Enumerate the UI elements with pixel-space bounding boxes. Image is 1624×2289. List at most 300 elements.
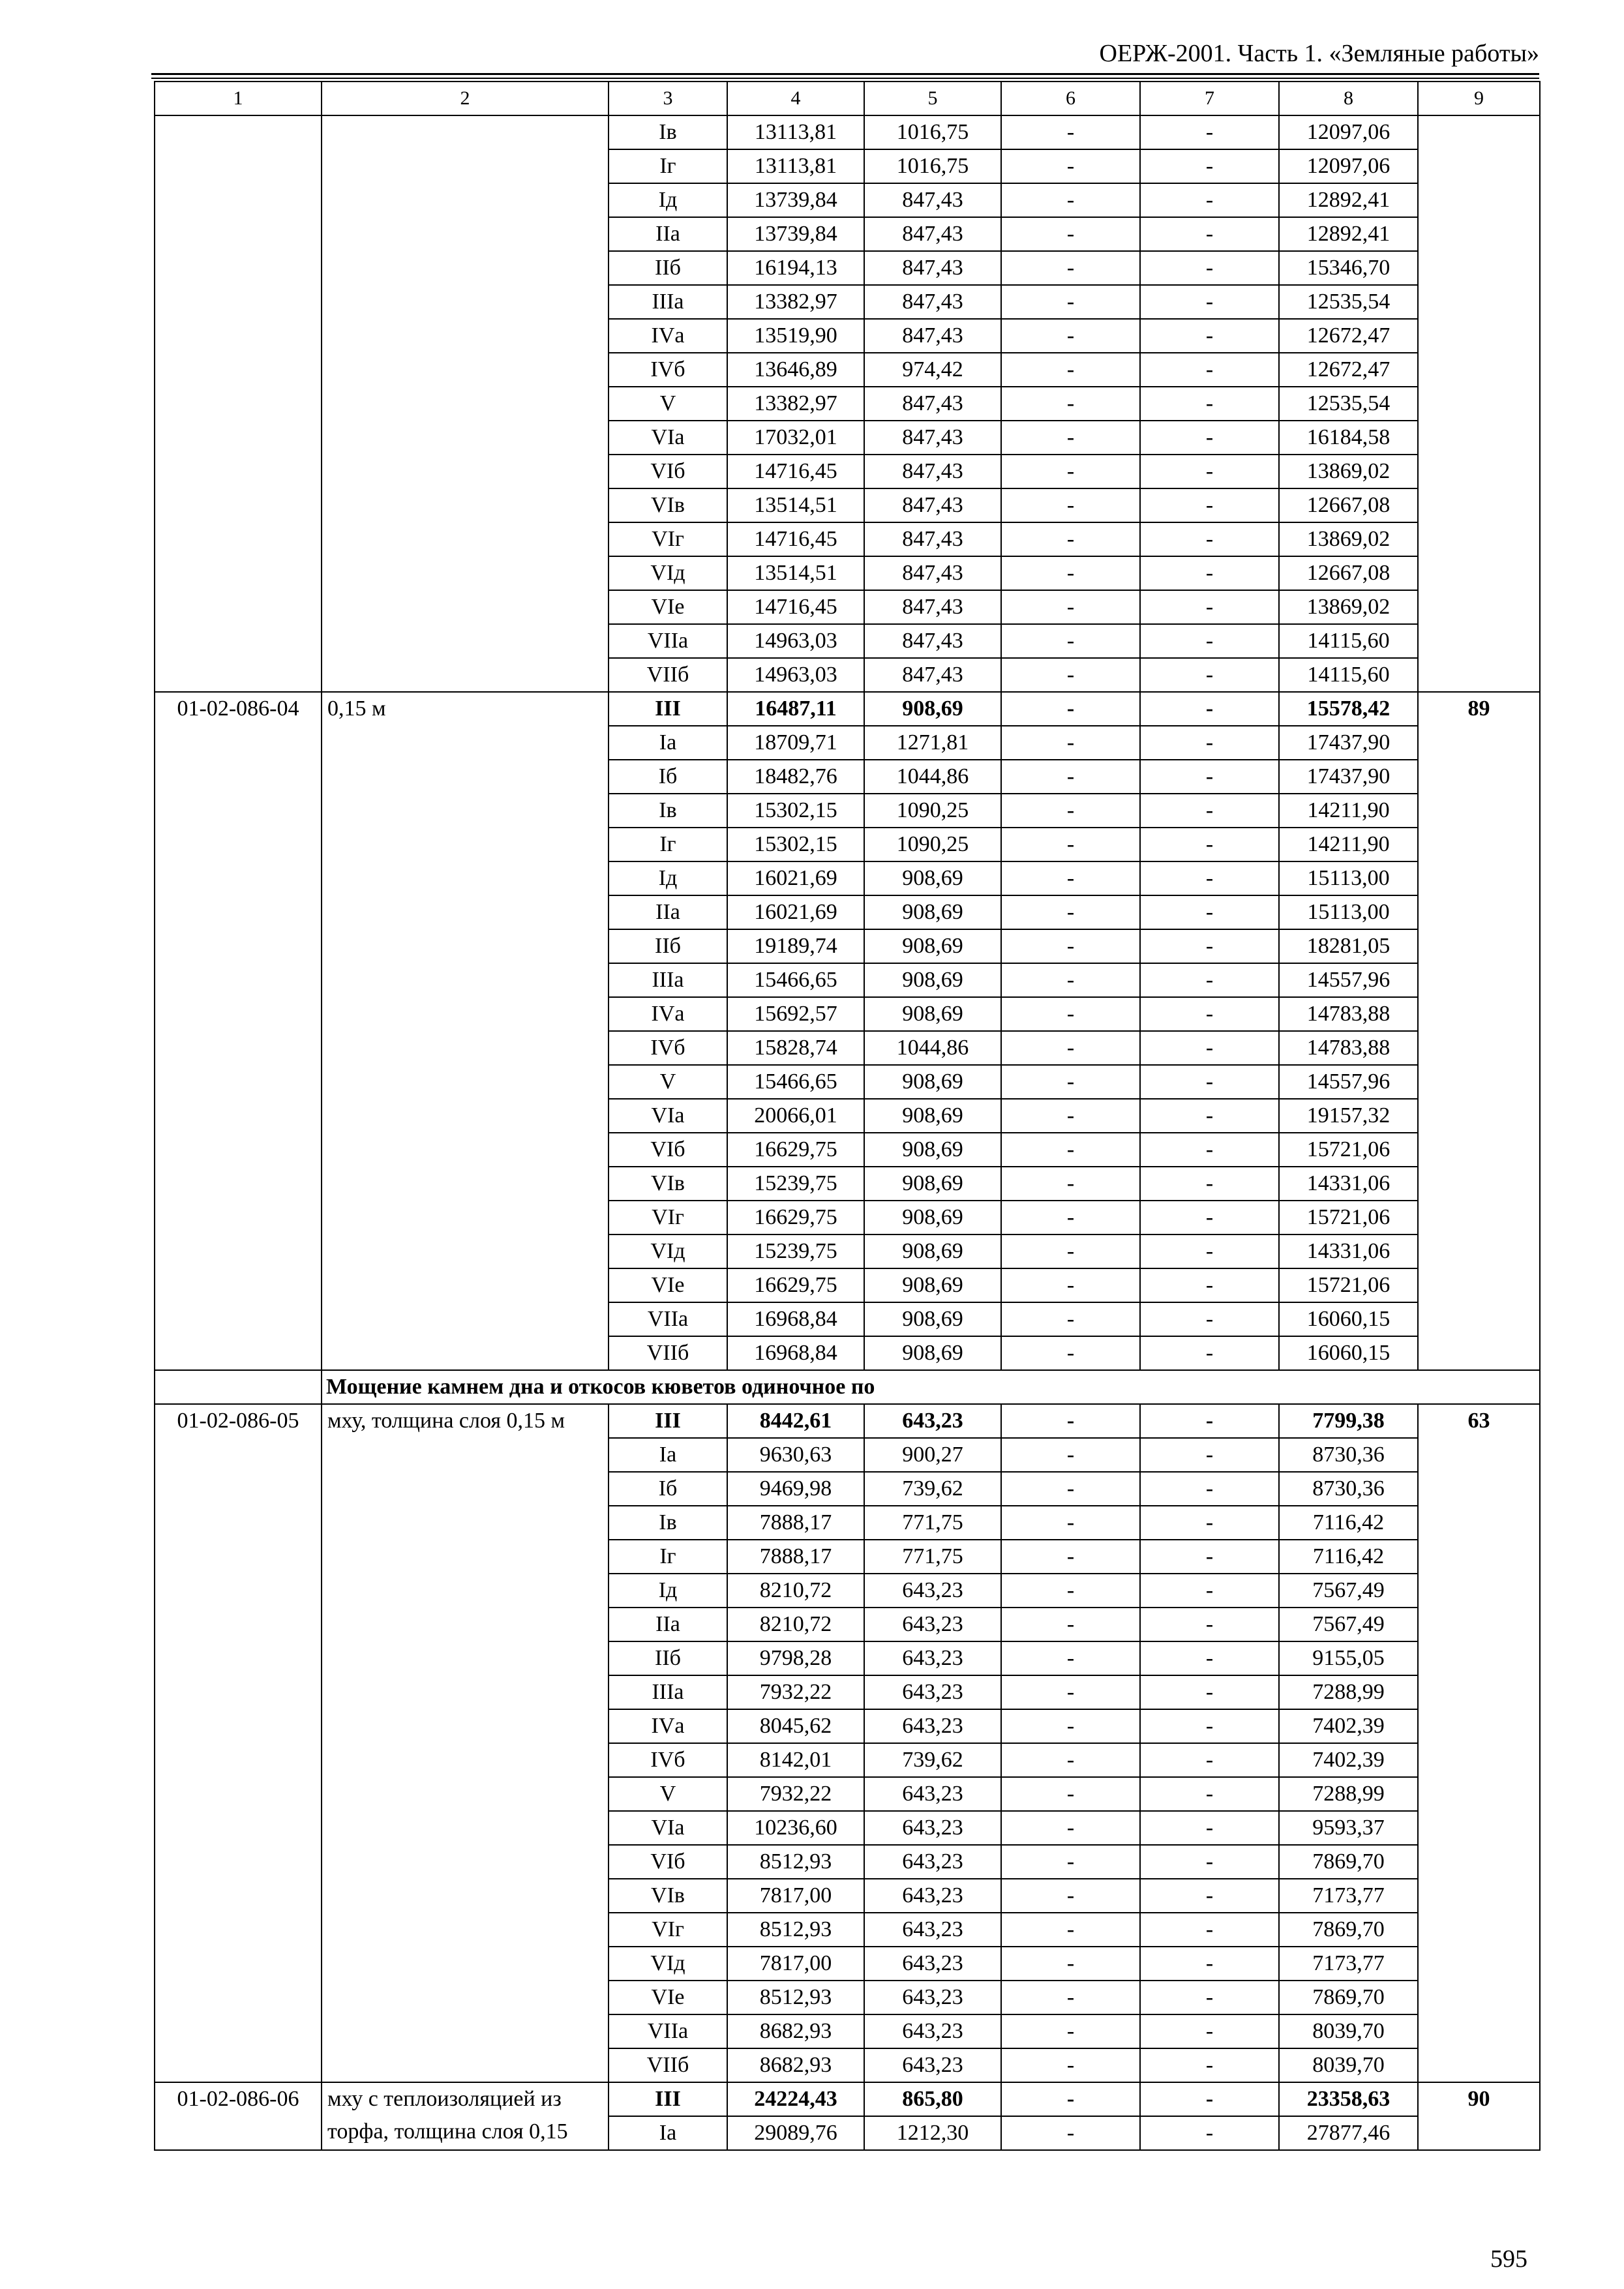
table-cell: VIIа: [609, 624, 727, 658]
table-cell: Iв: [609, 1506, 727, 1540]
table-cell: -: [1001, 251, 1140, 285]
table-cell: 9469,98: [727, 1472, 864, 1506]
table-cell: Iа: [609, 726, 727, 760]
table-cell: 643,23: [864, 1913, 1001, 1947]
table-cell: 8210,72: [727, 1574, 864, 1608]
table-cell: 7932,22: [727, 1675, 864, 1709]
table-cell: -: [1001, 895, 1140, 929]
table-cell: IVа: [609, 1709, 727, 1743]
table-cell: Iб: [609, 1472, 727, 1506]
table-cell: -: [1001, 387, 1140, 421]
table-cell: 7869,70: [1279, 1913, 1418, 1947]
table-cell: 1090,25: [864, 794, 1001, 828]
table-cell: 18281,05: [1279, 929, 1418, 963]
table-cell: -: [1001, 1302, 1140, 1336]
table-cell: -: [1140, 1641, 1279, 1675]
table-cell: -: [1140, 1472, 1279, 1506]
table-cell: 15113,00: [1279, 895, 1418, 929]
table-cell: 908,69: [864, 1099, 1001, 1133]
table-cell: 908,69: [864, 895, 1001, 929]
table-cell: 908,69: [864, 1065, 1001, 1099]
table-cell: 14963,03: [727, 658, 864, 692]
table-cell: 12097,06: [1279, 149, 1418, 183]
table-cell: -: [1001, 285, 1140, 319]
table-cell: 15828,74: [727, 1031, 864, 1065]
column-header-row: [155, 82, 1540, 115]
table-cell: -: [1001, 963, 1140, 997]
table-cell: 908,69: [864, 1133, 1001, 1167]
table-cell: -: [1140, 217, 1279, 251]
table-cell: -: [1001, 2082, 1140, 2116]
table-row: [155, 115, 1540, 149]
header-rule-thin: [151, 78, 1539, 79]
table-cell: 14115,60: [1279, 658, 1418, 692]
table-cell: 847,43: [864, 658, 1001, 692]
table-cell: 7173,77: [1279, 1947, 1418, 1981]
table-cell: VIг: [609, 1201, 727, 1234]
table-cell: -: [1140, 1811, 1279, 1845]
table-cell: -: [1140, 1743, 1279, 1777]
table-cell: 14783,88: [1279, 997, 1418, 1031]
table-cell: -: [1001, 1065, 1140, 1099]
table-cell: -: [1140, 2014, 1279, 2048]
table-cell: -: [1001, 319, 1140, 353]
table-cell: III: [609, 1404, 727, 1438]
table-cell: 16968,84: [727, 1302, 864, 1336]
table-cell: -: [1140, 861, 1279, 895]
table-cell: 8730,36: [1279, 1472, 1418, 1506]
table-cell: 7288,99: [1279, 1777, 1418, 1811]
table-cell: -: [1140, 1167, 1279, 1201]
table-cell: VIв: [609, 1879, 727, 1913]
table-cell: 8730,36: [1279, 1438, 1418, 1472]
table-cell: -: [1001, 760, 1140, 794]
table-cell: -: [1001, 1472, 1140, 1506]
table-cell: 643,23: [864, 1947, 1001, 1981]
table-cell: 16060,15: [1279, 1336, 1418, 1370]
table-cell: -: [1140, 387, 1279, 421]
table-cell: VIв: [609, 1167, 727, 1201]
table-cell: VIв: [609, 488, 727, 522]
table-cell: 1090,25: [864, 828, 1001, 861]
table-cell: IVб: [609, 1743, 727, 1777]
table-cell: 908,69: [864, 1234, 1001, 1268]
table-cell: 15239,75: [727, 1167, 864, 1201]
table-cell: 908,69: [864, 1336, 1001, 1370]
table-cell: Iг: [609, 1540, 727, 1574]
item-code: 01-02-086-04: [155, 692, 322, 1370]
table-cell: 16487,11: [727, 692, 864, 726]
table-cell: 17437,90: [1279, 726, 1418, 760]
column-header: 5: [864, 82, 1001, 115]
table-cell: 13869,02: [1279, 522, 1418, 556]
table-cell: 643,23: [864, 2048, 1001, 2082]
table-cell: -: [1140, 1438, 1279, 1472]
table-cell: -: [1001, 421, 1140, 455]
table-cell: -: [1140, 1947, 1279, 1981]
table-cell: VIб: [609, 1133, 727, 1167]
table-cell: -: [1140, 251, 1279, 285]
table-cell: -: [1140, 183, 1279, 217]
table-cell: IVб: [609, 353, 727, 387]
table-cell: -: [1140, 149, 1279, 183]
table-cell: 7567,49: [1279, 1574, 1418, 1608]
table-cell: 14331,06: [1279, 1167, 1418, 1201]
table-cell: 7817,00: [727, 1947, 864, 1981]
table-cell: IIа: [609, 1608, 727, 1641]
table-cell: -: [1001, 1506, 1140, 1540]
table-cell: 847,43: [864, 455, 1001, 488]
table-cell: -: [1001, 183, 1140, 217]
table-cell: IIб: [609, 929, 727, 963]
table-cell: -: [1140, 1201, 1279, 1234]
table-cell: -: [1001, 455, 1140, 488]
table-cell: 974,42: [864, 353, 1001, 387]
table-cell: VIд: [609, 1947, 727, 1981]
table-cell: VIIб: [609, 1336, 727, 1370]
table-cell: 14557,96: [1279, 963, 1418, 997]
table-cell: 908,69: [864, 1268, 1001, 1302]
table-cell: Iв: [609, 794, 727, 828]
table-cell: 13519,90: [727, 319, 864, 353]
table-cell: 7888,17: [727, 1540, 864, 1574]
table-cell: 14115,60: [1279, 624, 1418, 658]
item-ref: 89: [1418, 692, 1540, 1370]
table-cell: 18482,76: [727, 760, 864, 794]
table-cell: 8682,93: [727, 2014, 864, 2048]
table-cell: IVб: [609, 1031, 727, 1065]
table-cell: -: [1140, 1336, 1279, 1370]
table-cell: 14716,45: [727, 522, 864, 556]
table-cell: 8682,93: [727, 2048, 864, 2082]
table-cell: Iг: [609, 149, 727, 183]
table-cell: -: [1140, 115, 1279, 149]
table-cell: IVа: [609, 319, 727, 353]
table-cell: 14211,90: [1279, 794, 1418, 828]
table-cell: 7116,42: [1279, 1540, 1418, 1574]
table-cell: IIб: [609, 1641, 727, 1675]
table-cell: 13514,51: [727, 488, 864, 522]
table-cell: 15721,06: [1279, 1201, 1418, 1234]
column-header: 8: [1279, 82, 1418, 115]
section-spacer: [155, 1370, 322, 1404]
table-cell: -: [1140, 1845, 1279, 1879]
table-cell: Iб: [609, 760, 727, 794]
table-cell: -: [1001, 794, 1140, 828]
table-body: [155, 82, 1540, 2150]
table-cell: -: [1140, 1981, 1279, 2014]
item-ref: [1418, 115, 1540, 692]
table-cell: 908,69: [864, 1302, 1001, 1336]
table-cell: -: [1001, 1099, 1140, 1133]
table-cell: 23358,63: [1279, 2082, 1418, 2116]
table-cell: 643,23: [864, 1777, 1001, 1811]
table-cell: -: [1140, 1913, 1279, 1947]
table-cell: VIе: [609, 1268, 727, 1302]
table-cell: 10236,60: [727, 1811, 864, 1845]
table-cell: -: [1140, 997, 1279, 1031]
table-cell: 15466,65: [727, 963, 864, 997]
item-code: [155, 115, 322, 692]
table-cell: -: [1001, 1947, 1140, 1981]
column-header: 7: [1140, 82, 1279, 115]
table-cell: 7116,42: [1279, 1506, 1418, 1540]
table-cell: 7567,49: [1279, 1608, 1418, 1641]
table-cell: 847,43: [864, 421, 1001, 455]
header-rule: [151, 73, 1539, 75]
table-cell: 8512,93: [727, 1845, 864, 1879]
table-cell: -: [1140, 1608, 1279, 1641]
table-cell: 13514,51: [727, 556, 864, 590]
section-title: Мощение камнем дна и откосов кюветов одиночное по: [322, 1370, 1540, 1404]
table-cell: VIг: [609, 522, 727, 556]
table-cell: 771,75: [864, 1540, 1001, 1574]
table-cell: -: [1001, 726, 1140, 760]
table-cell: -: [1001, 1743, 1140, 1777]
table-cell: 847,43: [864, 624, 1001, 658]
table-cell: 12892,41: [1279, 217, 1418, 251]
table-cell: 15346,70: [1279, 251, 1418, 285]
table-cell: -: [1140, 1404, 1279, 1438]
table-cell: III: [609, 692, 727, 726]
column-header: 2: [322, 82, 609, 115]
item-ref: 90: [1418, 2082, 1540, 2150]
table-cell: 1212,30: [864, 2116, 1001, 2150]
table-cell: 908,69: [864, 997, 1001, 1031]
table-cell: -: [1140, 285, 1279, 319]
table-cell: 643,23: [864, 1404, 1001, 1438]
table-cell: -: [1140, 556, 1279, 590]
table-cell: 16629,75: [727, 1268, 864, 1302]
table-cell: VIIа: [609, 1302, 727, 1336]
table-cell: -: [1001, 1574, 1140, 1608]
item-ref: 63: [1418, 1404, 1540, 2082]
table-cell: 643,23: [864, 1675, 1001, 1709]
item-description: мху, толщина слоя 0,15 м: [322, 1404, 609, 2082]
table-cell: -: [1140, 963, 1279, 997]
table-cell: -: [1140, 1234, 1279, 1268]
table-cell: 16968,84: [727, 1336, 864, 1370]
table-cell: -: [1001, 624, 1140, 658]
table-cell: -: [1001, 556, 1140, 590]
item-description: мху с теплоизоляцией из торфа, толщина слоя 0,15: [322, 2082, 609, 2150]
table-cell: VIб: [609, 1845, 727, 1879]
table-cell: 847,43: [864, 183, 1001, 217]
table-cell: 16629,75: [727, 1201, 864, 1234]
table-cell: IIа: [609, 895, 727, 929]
table-cell: -: [1140, 1506, 1279, 1540]
page-number: 595: [1490, 2245, 1527, 2273]
table-cell: 1044,86: [864, 1031, 1001, 1065]
table-cell: 1016,75: [864, 149, 1001, 183]
table-cell: -: [1140, 488, 1279, 522]
table-cell: -: [1140, 1709, 1279, 1743]
table-cell: -: [1001, 1981, 1140, 2014]
table-cell: -: [1140, 624, 1279, 658]
table-cell: -: [1001, 1675, 1140, 1709]
table-cell: 14963,03: [727, 624, 864, 658]
table-cell: -: [1001, 1913, 1140, 1947]
price-table: [154, 81, 1541, 2151]
table-cell: 908,69: [864, 692, 1001, 726]
table-cell: -: [1140, 1777, 1279, 1811]
table-cell: 14783,88: [1279, 1031, 1418, 1065]
table-cell: 847,43: [864, 251, 1001, 285]
table-cell: 908,69: [864, 929, 1001, 963]
item-description: [322, 115, 609, 692]
table-cell: 908,69: [864, 1167, 1001, 1201]
table-cell: 15721,06: [1279, 1133, 1418, 1167]
table-cell: 13113,81: [727, 115, 864, 149]
table-cell: 643,23: [864, 1845, 1001, 1879]
table-cell: 9593,37: [1279, 1811, 1418, 1845]
item-description: 0,15 м: [322, 692, 609, 1370]
table-cell: 12892,41: [1279, 183, 1418, 217]
table-cell: VIа: [609, 1811, 727, 1845]
table-cell: 29089,76: [727, 2116, 864, 2150]
table-cell: 1016,75: [864, 115, 1001, 149]
table-cell: -: [1001, 522, 1140, 556]
table-cell: 900,27: [864, 1438, 1001, 1472]
table-cell: -: [1001, 1167, 1140, 1201]
table-cell: VIг: [609, 1913, 727, 1947]
table-cell: V: [609, 1777, 727, 1811]
table-cell: -: [1140, 1099, 1279, 1133]
table-cell: Iд: [609, 183, 727, 217]
table-cell: 847,43: [864, 556, 1001, 590]
table-cell: 12672,47: [1279, 319, 1418, 353]
table-cell: -: [1140, 692, 1279, 726]
table-cell: 865,80: [864, 2082, 1001, 2116]
table-row: [155, 1404, 1540, 1438]
table-cell: V: [609, 1065, 727, 1099]
table-cell: -: [1001, 2116, 1140, 2150]
table-cell: -: [1001, 929, 1140, 963]
table-cell: 908,69: [864, 963, 1001, 997]
table-cell: 8512,93: [727, 1981, 864, 2014]
table-cell: -: [1140, 726, 1279, 760]
table-cell: 14331,06: [1279, 1234, 1418, 1268]
table-cell: 16060,15: [1279, 1302, 1418, 1336]
table-cell: -: [1140, 319, 1279, 353]
table-cell: 7288,99: [1279, 1675, 1418, 1709]
table-cell: VIIа: [609, 2014, 727, 2048]
table-cell: -: [1140, 1675, 1279, 1709]
table-cell: -: [1001, 1540, 1140, 1574]
table-cell: 13739,84: [727, 183, 864, 217]
page-header: ОЕРЖ-2001. Часть 1. «Земляные работы»: [1099, 40, 1539, 67]
table-cell: -: [1001, 1709, 1140, 1743]
table-cell: 19157,32: [1279, 1099, 1418, 1133]
table-cell: Iд: [609, 861, 727, 895]
table-cell: VIа: [609, 421, 727, 455]
table-cell: Iд: [609, 1574, 727, 1608]
table-cell: 16021,69: [727, 861, 864, 895]
table-cell: -: [1140, 895, 1279, 929]
table-cell: 13382,97: [727, 285, 864, 319]
table-cell: -: [1001, 590, 1140, 624]
table-cell: 9155,05: [1279, 1641, 1418, 1675]
table-cell: -: [1001, 1845, 1140, 1879]
table-cell: 15466,65: [727, 1065, 864, 1099]
table-cell: 20066,01: [727, 1099, 864, 1133]
table-cell: -: [1001, 2048, 1140, 2082]
table-cell: -: [1140, 2116, 1279, 2150]
column-header: 1: [155, 82, 322, 115]
table-cell: 8039,70: [1279, 2014, 1418, 2048]
table-cell: 643,23: [864, 1641, 1001, 1675]
table-cell: 16194,13: [727, 251, 864, 285]
table-cell: 14557,96: [1279, 1065, 1418, 1099]
table-cell: -: [1140, 1574, 1279, 1608]
table-cell: 15239,75: [727, 1234, 864, 1268]
table-cell: -: [1001, 1404, 1140, 1438]
table-cell: 16629,75: [727, 1133, 864, 1167]
table-cell: -: [1001, 1133, 1140, 1167]
table-cell: 7869,70: [1279, 1845, 1418, 1879]
table-cell: 8045,62: [727, 1709, 864, 1743]
table-cell: IVа: [609, 997, 727, 1031]
table-cell: -: [1140, 794, 1279, 828]
table-cell: -: [1001, 217, 1140, 251]
table-cell: -: [1140, 828, 1279, 861]
table-cell: 771,75: [864, 1506, 1001, 1540]
item-code: 01-02-086-06: [155, 2082, 322, 2150]
table-cell: 12672,47: [1279, 353, 1418, 387]
table-cell: -: [1140, 421, 1279, 455]
table-cell: VIе: [609, 1981, 727, 2014]
table-cell: -: [1001, 861, 1140, 895]
table-cell: 847,43: [864, 285, 1001, 319]
table-cell: -: [1001, 149, 1140, 183]
table-cell: 643,23: [864, 1981, 1001, 2014]
table-cell: 7888,17: [727, 1506, 864, 1540]
table-cell: IIа: [609, 217, 727, 251]
table-cell: 8442,61: [727, 1404, 864, 1438]
table-cell: -: [1001, 353, 1140, 387]
table-cell: -: [1001, 1201, 1140, 1234]
table-cell: -: [1140, 1031, 1279, 1065]
table-cell: 7799,38: [1279, 1404, 1418, 1438]
table-row: [155, 2082, 1540, 2116]
table-cell: 14716,45: [727, 590, 864, 624]
table-cell: 13739,84: [727, 217, 864, 251]
table-cell: VIб: [609, 455, 727, 488]
table-cell: Iг: [609, 828, 727, 861]
table-cell: 9630,63: [727, 1438, 864, 1472]
table-cell: -: [1001, 1031, 1140, 1065]
table-cell: V: [609, 387, 727, 421]
table-cell: 1271,81: [864, 726, 1001, 760]
table-cell: 14211,90: [1279, 828, 1418, 861]
table-cell: 19189,74: [727, 929, 864, 963]
table-cell: -: [1001, 828, 1140, 861]
table-cell: -: [1140, 1879, 1279, 1913]
table-cell: 12535,54: [1279, 387, 1418, 421]
table-cell: 643,23: [864, 2014, 1001, 2048]
table-cell: 847,43: [864, 522, 1001, 556]
table-cell: 15692,57: [727, 997, 864, 1031]
table-cell: 16184,58: [1279, 421, 1418, 455]
table-cell: 15578,42: [1279, 692, 1418, 726]
table-cell: 14716,45: [727, 455, 864, 488]
table-cell: 1044,86: [864, 760, 1001, 794]
table-cell: 7402,39: [1279, 1743, 1418, 1777]
table-cell: VIд: [609, 556, 727, 590]
table-cell: 12097,06: [1279, 115, 1418, 149]
table-cell: 8142,01: [727, 1743, 864, 1777]
table-cell: 847,43: [864, 387, 1001, 421]
